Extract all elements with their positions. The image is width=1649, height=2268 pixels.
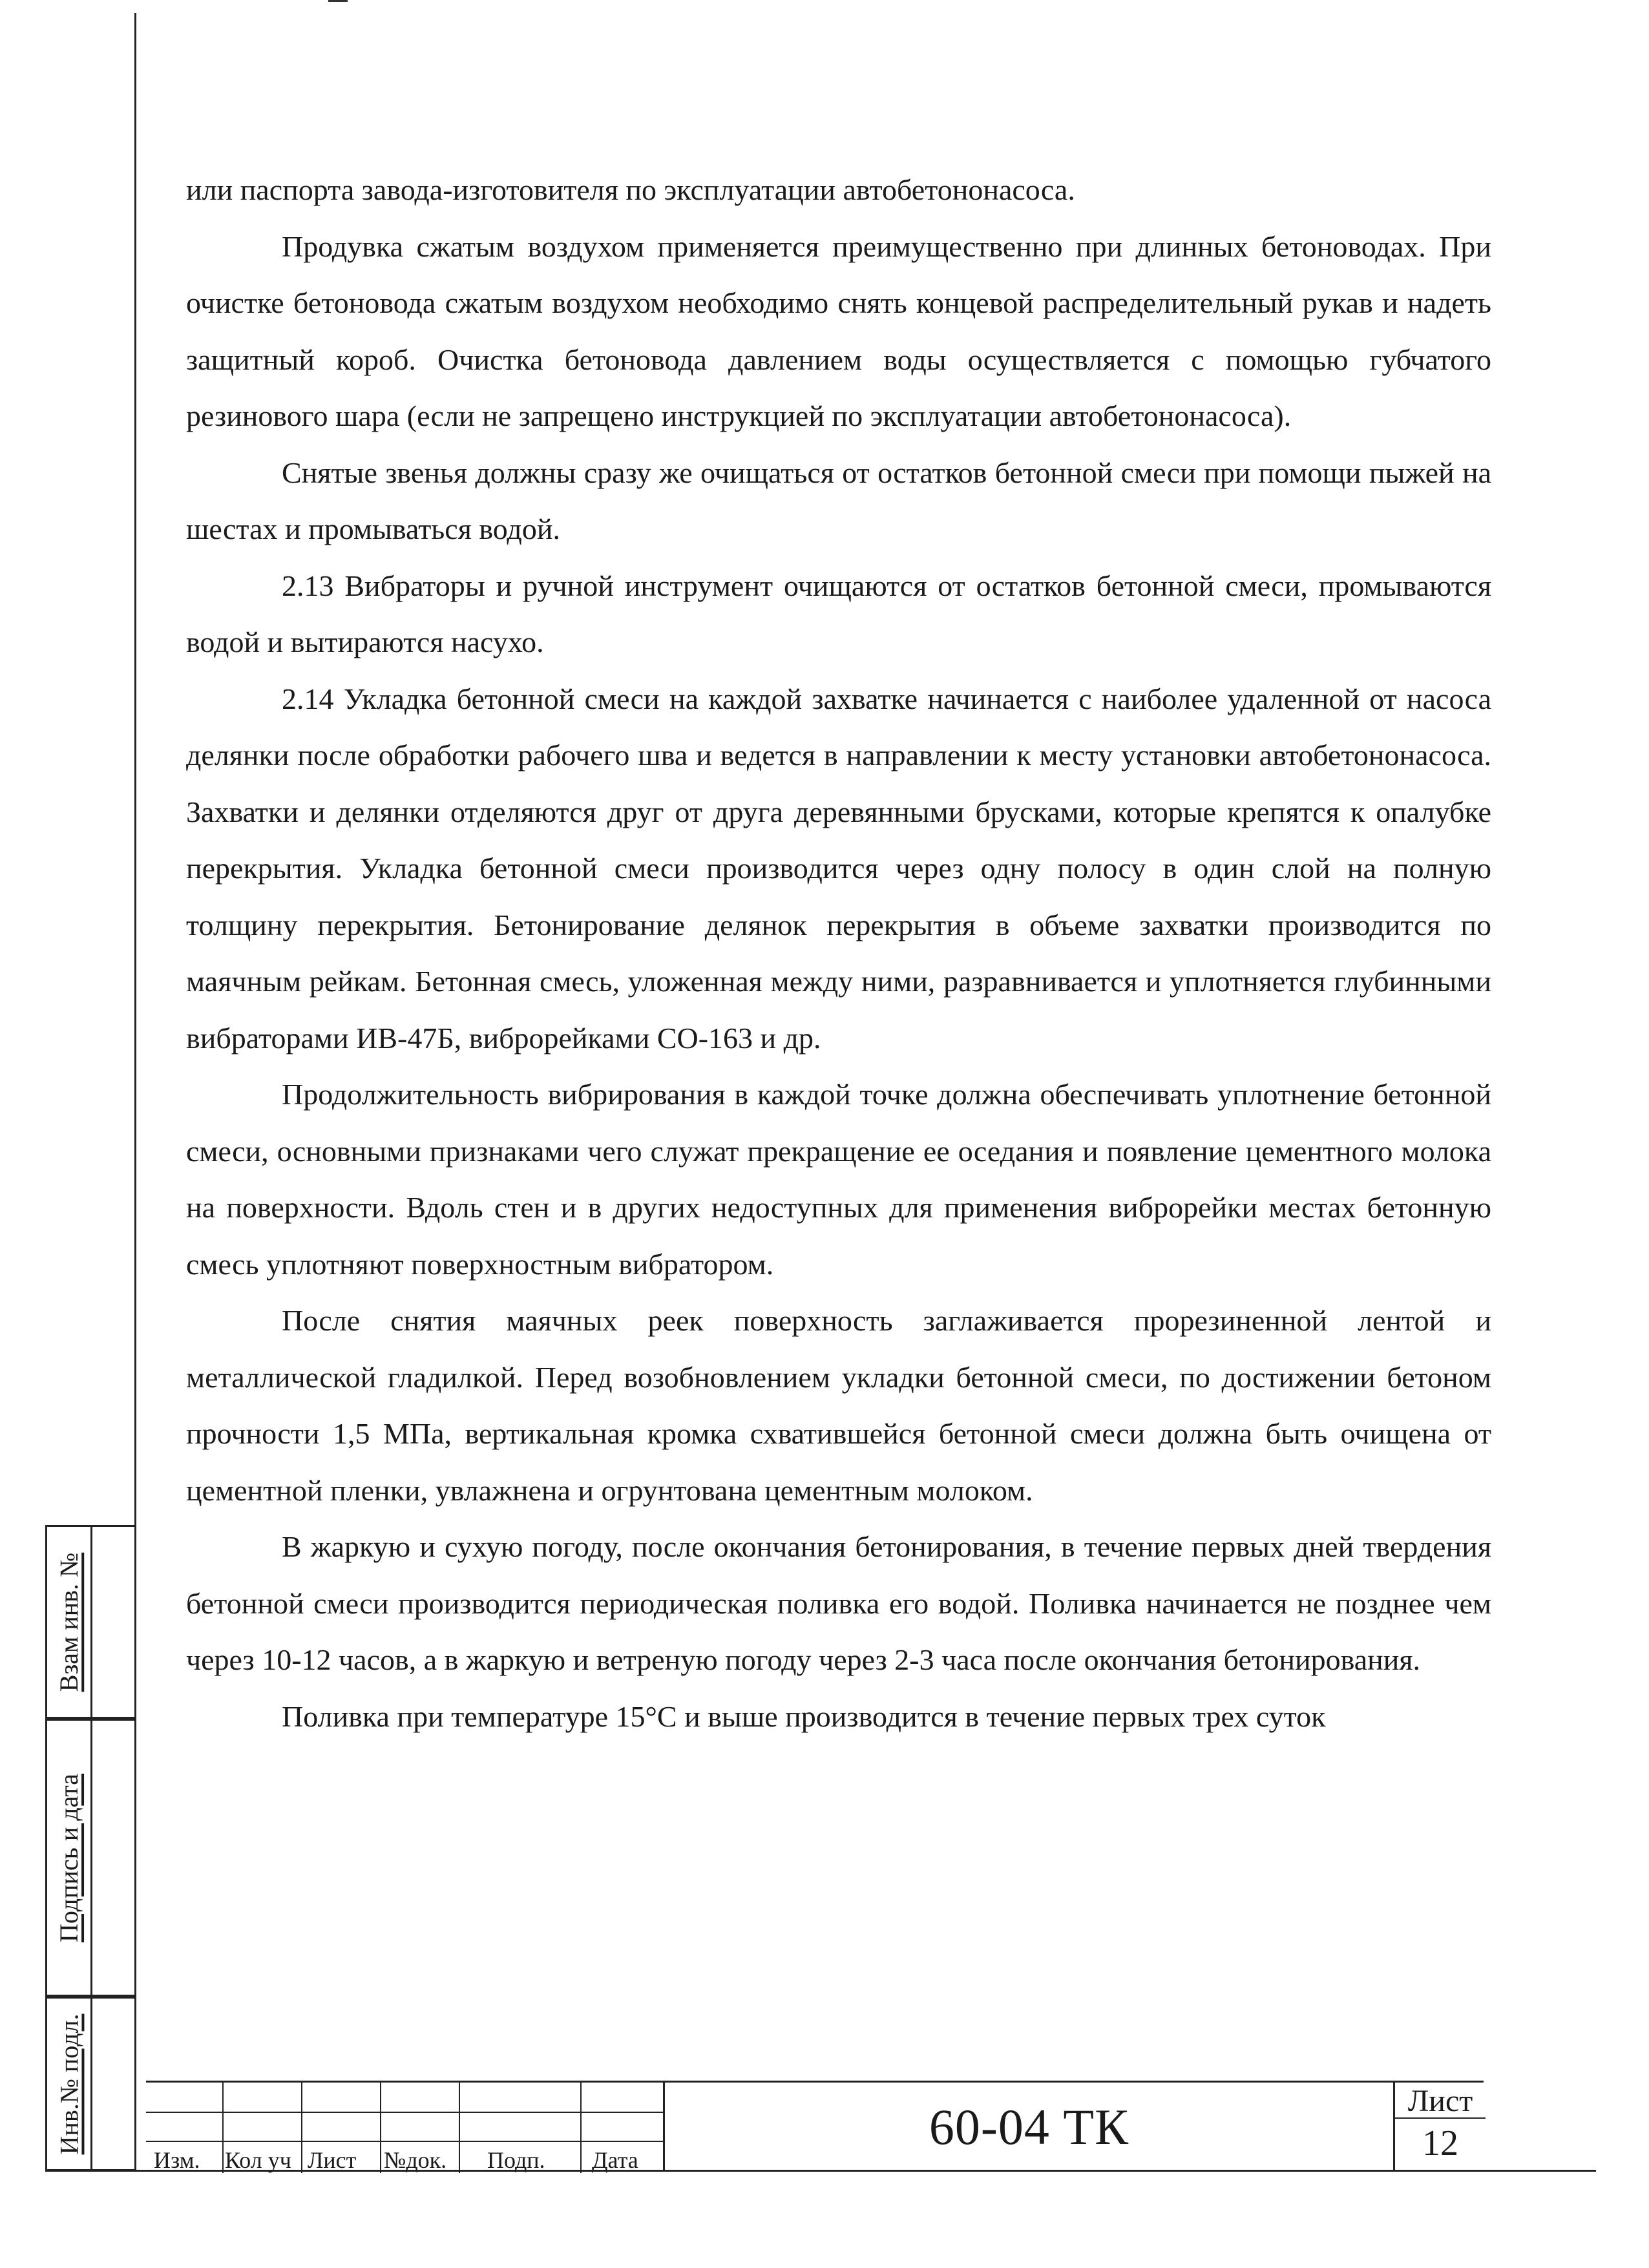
paragraph-7: В жаркую и сухую погоду, после окончания бетонирования, в течение первых дней твердения бетонной смеси производится периодическая поливка его водой. Поливка начинается не позднее чем через 10-12 часов, а в жаркую и ветреную погоду через 2-3 часа после окончания бетонирования. xyxy=(186,1530,1491,1676)
col-list: Лист xyxy=(308,2147,357,2173)
paragraph-3: 2.13 Вибраторы и ручной инструмент очищаются от остатков бетонной смеси, промываются водой и вытираются насухо. xyxy=(186,569,1491,658)
paragraph-6: После снятия маячных реек поверхность заглаживается прорезиненной лентой и металлической гладилкой. Перед возобновлением укладки бетонной смеси, по достижении бетоном прочности 1,5 МПа, вертикальная кромка схватившейся бетонной смеси должна быть очищена от цементной пленки, увлажнена и огрунтована цементным молоком. xyxy=(186,1304,1491,1507)
stamp-vzam-inv xyxy=(45,1525,136,1719)
paragraph-1: Продувка сжатым воздухом применяется преимущественно при длинных бетоноводах. При очистке бетоновода сжатым воздухом необходимо снять концевой распределительный рукав и надеть защитный короб. Очистка бетоновода давлением воды осуществляется с помощью губчатого резинового шара (если не запрещено инструкцией по эксплуатации автобетононасоса). xyxy=(186,229,1491,432)
paragraph-4: 2.14 Укладка бетонной смеси на каждой захватке начинается с наиболее удаленной от насоса делянки после обработки рабочего шва и ведется в направлении к месту установки автобетононасоса. Захватки и делянки отделяются друг от друга деревянными брусками, которые крепятся к опалубке перекрытия. Укладка бетонной смеси производится через одну полосу в один слой на полную толщину перекрытия. Бетонирование делянок перекрытия в объеме захватки производится по маячным рейкам. Бетонная смесь, уложенная между ними, разравнивается и уплотняется глубинными вибраторами ИВ-47Б, виброрейками СО-163 и др. xyxy=(186,682,1491,1055)
paragraph-5: Продолжительность вибрирования в каждой точке должна обеспечивать уплотнение бетонной смеси, основными признаками чего служат прекращение ее оседания и появление цементного молока на поверхности. Вдоль стен и в других недоступных для применения виброрейки местах бетонную смесь уплотняют поверхностным вибратором. xyxy=(186,1078,1491,1281)
revision-grid xyxy=(146,2081,663,2171)
sheet-label: Лист xyxy=(1395,2085,1486,2119)
stamp-podpis-data-label: Подпись и дата xyxy=(54,1773,83,1942)
col-izm: Изм. xyxy=(154,2147,200,2173)
doc-code: 60-04 ТК xyxy=(929,2098,1129,2155)
col-kol-uch: Кол уч xyxy=(225,2147,291,2173)
top-mark xyxy=(328,0,348,2)
stamp-vzam-inv-label: Взам инв. № xyxy=(54,1552,84,1692)
doc-code-cell xyxy=(663,2081,1393,2171)
paragraph-2: Снятые звенья должны сразу же очищаться от остатков бетонной смеси при помощи пыжей на шестах и промываться водой. xyxy=(186,456,1491,545)
sheet-cell xyxy=(1393,2081,1484,2171)
sheet-number: 12 xyxy=(1422,2123,1458,2163)
title-block xyxy=(146,2081,1597,2171)
col-podp: Подп. xyxy=(487,2147,545,2173)
col-ndok: №док. xyxy=(384,2147,447,2173)
body-text xyxy=(186,162,1491,1745)
stamp-inv-podl xyxy=(45,1997,136,2171)
paragraph-8: Поливка при температуре 15°C и выше производится в течение первых трех суток xyxy=(282,1699,1326,1733)
stamp-inv-podl-label: Инв.№ подл. xyxy=(54,2013,84,2154)
paragraph-0: или паспорта завода-изготовителя по эксплуатации автобетононасоса. xyxy=(186,173,1075,206)
stamp-podpis-data xyxy=(45,1719,136,1997)
col-data: Дата xyxy=(592,2147,638,2173)
